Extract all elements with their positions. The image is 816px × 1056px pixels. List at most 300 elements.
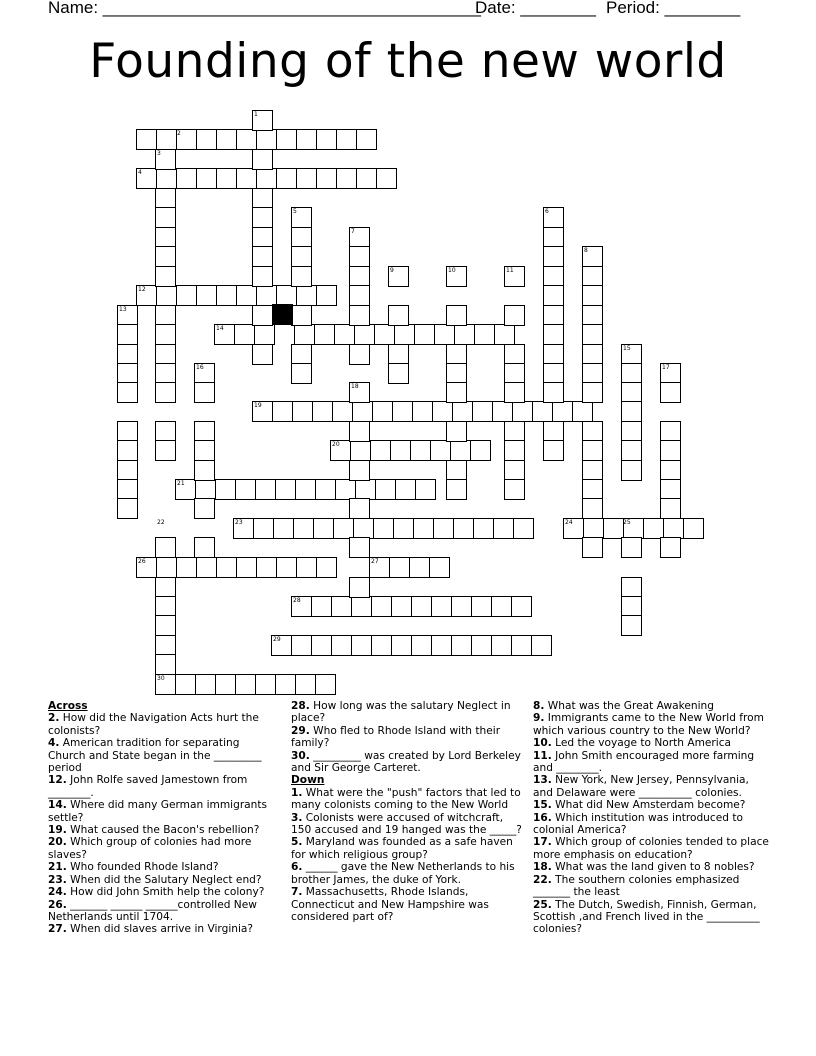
grid-cell[interactable] (156, 285, 177, 306)
grid-cell[interactable] (660, 440, 681, 461)
grid-cell[interactable] (252, 246, 273, 267)
grid-cell[interactable] (543, 285, 564, 306)
grid-cell[interactable] (349, 344, 370, 365)
grid-cell[interactable] (117, 479, 138, 500)
grid-cell[interactable] (311, 635, 332, 656)
grid-cell[interactable] (621, 363, 642, 384)
grid-cell[interactable] (275, 479, 296, 500)
clue-number: 5 (293, 208, 297, 215)
grid-cell[interactable] (390, 440, 411, 461)
grid-cell[interactable] (413, 518, 434, 539)
grid-cell[interactable] (155, 537, 176, 558)
grid-cell[interactable] (155, 596, 176, 617)
grid-cell[interactable] (446, 460, 467, 481)
grid-cell[interactable] (275, 674, 296, 695)
grid-cell[interactable] (543, 305, 564, 326)
grid-cell[interactable] (356, 168, 377, 189)
grid-cell[interactable] (453, 518, 474, 539)
grid-cell[interactable] (315, 479, 336, 500)
grid-cell[interactable] (234, 324, 255, 345)
grid-cell[interactable] (431, 635, 452, 656)
clue-item: 10. Led the voyage to North America (533, 737, 732, 750)
grid-cell[interactable] (370, 440, 391, 461)
grid-cell[interactable] (446, 382, 467, 403)
clue-number: 8 (584, 247, 588, 254)
grid-cell[interactable] (582, 498, 603, 519)
grid-cell[interactable] (511, 596, 532, 617)
grid-cell[interactable] (450, 440, 471, 461)
grid-cell[interactable] (372, 401, 393, 422)
grid-cell[interactable] (272, 401, 293, 422)
grid-cell[interactable] (236, 168, 257, 189)
clue-item: 16. Which institution was introduced to colonial America? (533, 811, 743, 837)
clue-number: 25 (623, 519, 631, 526)
grid-cell[interactable] (472, 401, 493, 422)
grid-cell[interactable] (430, 440, 451, 461)
grid-cell[interactable] (410, 440, 431, 461)
grid-cell[interactable] (155, 382, 176, 403)
grid-cell[interactable] (196, 129, 217, 150)
grid-cell[interactable] (660, 537, 681, 558)
grid-cell[interactable] (256, 168, 277, 189)
grid-cell[interactable] (356, 129, 377, 150)
grid-cell[interactable] (331, 635, 352, 656)
grid-cell[interactable] (117, 460, 138, 481)
grid-cell[interactable] (349, 498, 370, 519)
grid-cell[interactable] (621, 615, 642, 636)
grid-cell[interactable] (352, 401, 373, 422)
grid-cell[interactable] (117, 324, 138, 345)
grid-cell[interactable] (582, 266, 603, 287)
grid-cell[interactable] (543, 227, 564, 248)
grid-cell[interactable] (155, 654, 176, 675)
grid-cell[interactable] (391, 596, 412, 617)
clue-item: 20. Which group of colonies had more slaves? (48, 836, 252, 861)
grid-cell[interactable] (252, 305, 273, 326)
grid-cell[interactable] (333, 518, 354, 539)
clue-item: 17. Which group of colonies tended to place more emphasis on education? (533, 836, 769, 861)
grid-cell[interactable] (235, 479, 256, 500)
grid-cell[interactable] (312, 401, 333, 422)
grid-cell[interactable] (316, 557, 337, 578)
grid-cell[interactable] (446, 479, 467, 500)
clue-item: 5. Maryland was founded as a safe haven for which religious group? (291, 836, 513, 861)
grid-cell[interactable] (374, 324, 395, 345)
grid-cell[interactable] (414, 324, 435, 345)
grid-cell[interactable] (621, 537, 642, 558)
grid-cell[interactable] (504, 440, 525, 461)
grid-cell[interactable] (155, 305, 176, 326)
grid-cell[interactable] (493, 518, 514, 539)
clues-column-1 (48, 700, 280, 936)
grid-cell[interactable] (276, 168, 297, 189)
grid-cell[interactable] (117, 344, 138, 365)
grid-cell[interactable] (452, 401, 473, 422)
grid-cell[interactable] (117, 440, 138, 461)
grid-cell[interactable] (276, 285, 297, 306)
grid-cell[interactable] (349, 266, 370, 287)
grid-cell[interactable] (349, 421, 370, 442)
grid-cell[interactable] (451, 635, 472, 656)
grid-cell[interactable] (349, 305, 370, 326)
grid-cell[interactable] (336, 168, 357, 189)
grid-cell[interactable] (194, 460, 215, 481)
grid-cell[interactable] (195, 674, 216, 695)
grid-cell[interactable] (504, 305, 525, 326)
grid-cell[interactable] (311, 596, 332, 617)
grid-cell[interactable] (473, 518, 494, 539)
clue-item: 8. What was the Great Awakening (533, 700, 714, 712)
grid-cell[interactable] (313, 518, 334, 539)
grid-cell[interactable] (156, 129, 177, 150)
grid-cell[interactable] (273, 518, 294, 539)
grid-cell[interactable] (621, 460, 642, 481)
name-field[interactable]: Name: ________________________________________ (48, 0, 481, 17)
clue-item: 24. How did John Smith help the colony? (48, 886, 265, 899)
grid-cell[interactable] (235, 674, 256, 695)
grid-cell[interactable] (621, 577, 642, 598)
clue-item: 18. What was the land given to 8 nobles? (533, 861, 755, 874)
grid-cell[interactable] (375, 479, 396, 500)
grid-cell[interactable] (196, 168, 217, 189)
grid-cell[interactable] (543, 324, 564, 345)
grid-cell[interactable] (491, 596, 512, 617)
clue-item: 12. John Rolfe saved Jamestown from ________. (48, 774, 248, 799)
grid-cell[interactable] (504, 460, 525, 481)
grid-cell[interactable] (660, 479, 681, 500)
grid-cell[interactable] (583, 518, 604, 539)
grid-cell[interactable] (434, 324, 455, 345)
grid-cell[interactable] (314, 324, 335, 345)
grid-cell[interactable] (471, 635, 492, 656)
grid-cell[interactable] (296, 285, 317, 306)
grid-cell[interactable] (353, 518, 374, 539)
grid-cell[interactable] (511, 635, 532, 656)
grid-cell[interactable] (388, 305, 409, 326)
grid-cell[interactable] (155, 635, 176, 656)
grid-cell[interactable] (155, 363, 176, 384)
grid-cell[interactable] (175, 674, 196, 695)
grid-cell[interactable] (255, 674, 276, 695)
clue-number: 13 (119, 306, 127, 313)
clue-number: 22 (157, 519, 165, 526)
grid-cell[interactable] (291, 227, 312, 248)
grid-cell[interactable] (291, 363, 312, 384)
grid-cell[interactable] (395, 479, 416, 500)
grid-cell[interactable] (291, 305, 312, 326)
grid-cell[interactable] (371, 635, 392, 656)
grid-cell[interactable] (296, 557, 317, 578)
clue-number-label: 7. (291, 886, 303, 899)
grid-cell[interactable] (336, 129, 357, 150)
grid-cell[interactable] (504, 382, 525, 403)
grid-cell[interactable] (155, 577, 176, 598)
grid-cell[interactable] (194, 440, 215, 461)
grid-cell[interactable] (194, 537, 215, 558)
grid-cell[interactable] (621, 382, 642, 403)
grid-cell[interactable] (316, 168, 337, 189)
clue-number-label: 11. (533, 749, 552, 762)
grid-cell[interactable] (432, 401, 453, 422)
grid-cell[interactable] (296, 129, 317, 150)
grid-cell[interactable] (155, 227, 176, 248)
grid-cell[interactable] (531, 635, 552, 656)
grid-cell[interactable] (117, 382, 138, 403)
period-field[interactable]: Period: ________ (606, 0, 741, 17)
clue-item: 15. What did New Amsterdam become? (533, 799, 746, 812)
grid-cell[interactable] (582, 363, 603, 384)
grid-cell[interactable] (411, 596, 432, 617)
grid-cell[interactable] (291, 344, 312, 365)
grid-cell[interactable] (215, 674, 236, 695)
grid-cell[interactable] (351, 635, 372, 656)
grid-cell[interactable] (582, 440, 603, 461)
clue-number-label: 21. (48, 861, 67, 874)
grid-cell[interactable] (196, 557, 217, 578)
grid-cell[interactable] (236, 129, 257, 150)
grid-cell[interactable] (155, 615, 176, 636)
clue-number-label: 5. (291, 836, 303, 849)
grid-cell[interactable] (415, 479, 436, 500)
grid-cell[interactable] (512, 401, 533, 422)
grid-cell[interactable] (335, 479, 356, 500)
grid-cell[interactable] (582, 344, 603, 365)
grid-cell[interactable] (176, 285, 197, 306)
grid-cell[interactable] (643, 518, 664, 539)
grid-cell[interactable] (155, 266, 176, 287)
grid-cell[interactable] (446, 344, 467, 365)
grid-cell[interactable] (572, 401, 593, 422)
clue-item: 14. Where did many German immigrants settle? (48, 799, 268, 824)
grid-cell[interactable] (256, 285, 277, 306)
grid-cell[interactable] (349, 537, 370, 558)
grid-cell[interactable] (295, 479, 316, 500)
grid-cell[interactable] (451, 596, 472, 617)
down-heading: Down (291, 774, 325, 787)
grid-cell[interactable] (256, 557, 277, 578)
grid-cell[interactable] (155, 440, 176, 461)
clue-number: 29 (273, 636, 281, 643)
grid-cell[interactable] (276, 557, 297, 578)
grid-cell[interactable] (582, 305, 603, 326)
grid-cell[interactable] (543, 421, 564, 442)
grid-cell[interactable] (334, 324, 355, 345)
grid-cell[interactable] (513, 518, 534, 539)
grid-cell[interactable] (474, 324, 495, 345)
grid-cell[interactable] (255, 479, 276, 500)
grid-cell[interactable] (491, 635, 512, 656)
clue-item: 26. _______ ______ ______controlled New Netherlands until 1704. (48, 898, 257, 923)
grid-cell[interactable] (394, 324, 415, 345)
grid-cell[interactable] (176, 168, 197, 189)
grid-cell[interactable] (504, 479, 525, 500)
grid-cell[interactable] (331, 596, 352, 617)
grid-cell[interactable] (293, 518, 314, 539)
grid-cell[interactable] (136, 129, 157, 150)
grid-cell[interactable] (433, 518, 454, 539)
grid-cell[interactable] (351, 596, 372, 617)
grid-cell[interactable] (296, 168, 317, 189)
grid-cell[interactable] (196, 285, 217, 306)
grid-cell[interactable] (392, 401, 413, 422)
grid-cell[interactable] (256, 129, 277, 150)
grid-cell[interactable] (582, 537, 603, 558)
date-field[interactable]: Date: ________ (475, 0, 596, 17)
clue-number-label: 19. (48, 824, 67, 837)
grid-cell[interactable] (155, 344, 176, 365)
grid-cell[interactable] (391, 635, 412, 656)
grid-cell[interactable] (291, 266, 312, 287)
grid-cell[interactable] (532, 401, 553, 422)
clue-number: 16 (196, 364, 204, 371)
grid-cell[interactable] (621, 421, 642, 442)
grid-cell[interactable] (660, 498, 681, 519)
grid-cell[interactable] (194, 498, 215, 519)
grid-cell[interactable] (349, 285, 370, 306)
grid-cell[interactable] (543, 440, 564, 461)
clue-item: 13. New York, New Jersey, Pennsylvania, and Delaware were __________ colonies. (533, 774, 749, 799)
grid-cell[interactable] (155, 324, 176, 345)
grid-cell[interactable] (543, 266, 564, 287)
grid-cell[interactable] (411, 635, 432, 656)
grid-cell[interactable] (621, 401, 642, 422)
clue-number-label: 22. (533, 873, 552, 886)
grid-cell[interactable] (454, 324, 475, 345)
grid-cell[interactable] (315, 674, 336, 695)
grid-cell[interactable] (117, 363, 138, 384)
grid-cell[interactable] (194, 382, 215, 403)
grid-cell[interactable] (504, 421, 525, 442)
grid-cell[interactable] (291, 635, 312, 656)
clue-number: 11 (506, 267, 514, 274)
grid-cell[interactable] (543, 246, 564, 267)
grid-cell[interactable] (194, 421, 215, 442)
grid-cell[interactable] (543, 382, 564, 403)
grid-cell[interactable] (156, 168, 177, 189)
grid-cell[interactable] (216, 129, 237, 150)
grid-cell[interactable] (446, 363, 467, 384)
grid-cell[interactable] (155, 246, 176, 267)
grid-cell[interactable] (236, 285, 257, 306)
grid-cell[interactable] (660, 421, 681, 442)
grid-cell[interactable] (252, 188, 273, 209)
clue-item: 27. When did slaves arrive in Virginia? (48, 923, 254, 936)
grid-cell[interactable] (389, 557, 410, 578)
grid-cell[interactable] (291, 246, 312, 267)
grid-cell[interactable] (393, 518, 414, 539)
grid-cell[interactable] (332, 401, 353, 422)
grid-cell[interactable] (236, 557, 257, 578)
grid-cell[interactable] (253, 518, 274, 539)
grid-cell[interactable] (582, 382, 603, 403)
grid-cell[interactable] (376, 168, 397, 189)
grid-cell[interactable] (216, 168, 237, 189)
clue-item: 22. The southern colonies emphasized _______ the least (533, 873, 740, 899)
grid-cell[interactable] (215, 479, 236, 500)
grid-cell[interactable] (276, 129, 297, 150)
grid-cell[interactable] (582, 324, 603, 345)
grid-cell[interactable] (349, 460, 370, 481)
grid-cell[interactable] (431, 596, 452, 617)
grid-cell[interactable] (349, 577, 370, 598)
grid-cell[interactable] (294, 324, 315, 345)
grid-cell[interactable] (412, 401, 433, 422)
grid-cell[interactable] (446, 421, 467, 442)
grid-cell[interactable] (252, 207, 273, 228)
grid-cell[interactable] (494, 324, 515, 345)
grid-cell[interactable] (252, 344, 273, 365)
grid-cell[interactable] (492, 401, 513, 422)
grid-cell[interactable] (216, 285, 237, 306)
grid-cell[interactable] (252, 227, 273, 248)
grid-cell[interactable] (354, 324, 375, 345)
grid-cell[interactable] (292, 401, 313, 422)
clue-number-label: 8. (533, 700, 545, 712)
grid-cell[interactable] (195, 479, 216, 500)
grid-cell[interactable] (663, 518, 684, 539)
grid-cell[interactable] (683, 518, 704, 539)
grid-cell[interactable] (371, 596, 392, 617)
grid-cell[interactable] (155, 207, 176, 228)
clue-number-label: 1. (291, 786, 303, 799)
grid-cell[interactable] (254, 324, 275, 345)
grid-cell[interactable] (349, 246, 370, 267)
grid-cell[interactable] (582, 421, 603, 442)
clue-number-label: 6. (291, 861, 303, 874)
grid-cell[interactable] (252, 149, 273, 170)
grid-cell[interactable] (316, 129, 337, 150)
grid-cell[interactable] (252, 266, 273, 287)
grid-cell[interactable] (582, 285, 603, 306)
grid-cell[interactable] (155, 188, 176, 209)
grid-cell[interactable] (543, 363, 564, 384)
grid-cell[interactable] (156, 557, 177, 578)
grid-cell[interactable] (409, 557, 430, 578)
grid-cell[interactable] (316, 285, 337, 306)
grid-cell[interactable] (582, 460, 603, 481)
grid-cell[interactable] (388, 344, 409, 365)
clue-item: 3. Colonists were accused of witchcraft, 150 accused and 19 hanged was the _____? (291, 811, 522, 837)
grid-cell[interactable] (621, 596, 642, 617)
grid-cell[interactable] (471, 596, 492, 617)
grid-cell[interactable] (350, 440, 371, 461)
clue-number: 6 (545, 208, 549, 215)
grid-cell[interactable] (355, 479, 376, 500)
grid-cell[interactable] (504, 363, 525, 384)
grid-cell[interactable] (176, 557, 197, 578)
grid-cell[interactable] (373, 518, 394, 539)
grid-cell[interactable] (295, 674, 316, 695)
grid-cell[interactable] (388, 363, 409, 384)
grid-cell[interactable] (582, 479, 603, 500)
grid-cell[interactable] (216, 557, 237, 578)
grid-cell[interactable] (117, 421, 138, 442)
grid-cell[interactable] (660, 460, 681, 481)
grid-cell[interactable] (504, 344, 525, 365)
grid-cell[interactable] (429, 557, 450, 578)
grid-cell[interactable] (552, 401, 573, 422)
black-cell (272, 304, 293, 325)
grid-cell[interactable] (660, 382, 681, 403)
clue-number-label: 12. (48, 774, 67, 787)
grid-cell[interactable] (446, 305, 467, 326)
grid-cell[interactable] (117, 498, 138, 519)
grid-cell[interactable] (621, 440, 642, 461)
grid-cell[interactable] (603, 518, 624, 539)
grid-cell[interactable] (155, 421, 176, 442)
grid-cell[interactable] (543, 344, 564, 365)
grid-cell[interactable] (470, 440, 491, 461)
